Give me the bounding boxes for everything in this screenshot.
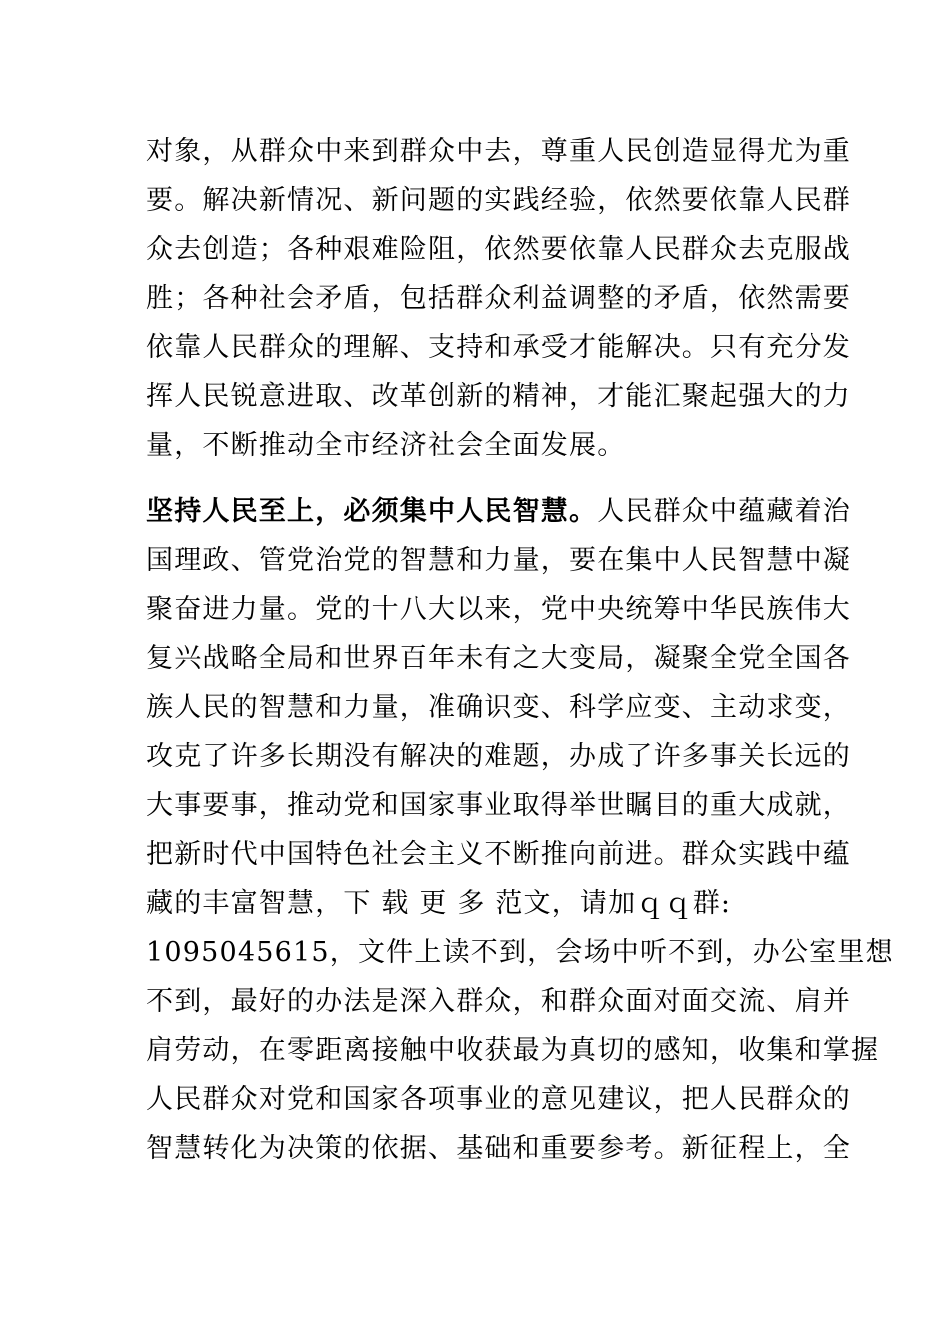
paragraph-1-line-1: 对象，从群众中来到群众中去，尊重人民创造显得尤为重 bbox=[146, 136, 851, 167]
paragraph-1-line-3: 众去创造；各种艰难险阻，依然要依靠人民群众去克服战 bbox=[146, 234, 851, 265]
paragraph-2-line-10: 1095045615，文件上读不到，会场中听不到，办公室里想 bbox=[146, 937, 894, 968]
paragraph-2-line-1 bbox=[146, 494, 851, 530]
paragraph-2-line-14: 智慧转化为决策的依据、基础和重要参考。新征程上，全 bbox=[146, 1133, 851, 1164]
paragraph-1-line-5: 依靠人民群众的理解、支持和承受才能解决。只有充分发 bbox=[146, 332, 851, 363]
paragraph-1-line-6: 挥人民锐意进取、改革创新的精神，才能汇聚起强大的力 bbox=[146, 381, 851, 412]
paragraph-2-line-4: 复兴战略全局和世界百年未有之大变局，凝聚全党全国各 bbox=[146, 643, 851, 674]
paragraph-2-line-9: 藏的丰富智慧，下 载 更 多 范文，请加ｑｑ群: bbox=[146, 888, 732, 919]
paragraph-2-line-5: 族人民的智慧和力量，准确识变、科学应变、主动求变， bbox=[146, 692, 851, 723]
paragraph-2-line-2: 国理政、管党治党的智慧和力量，要在集中人民智慧中凝 bbox=[146, 545, 851, 576]
paragraph-2-line-11: 不到，最好的办法是深入群众，和群众面对面交流、肩并 bbox=[146, 986, 851, 1017]
paragraph-2-line-8: 把新时代中国特色社会主义不断推向前进。群众实践中蕴 bbox=[146, 839, 851, 870]
paragraph-2-line-13: 人民群众对党和国家各项事业的意见建议，把人民群众的 bbox=[146, 1084, 851, 1115]
paragraph-1-line-2: 要。解决新情况、新问题的实践经验，依然要依靠人民群 bbox=[146, 185, 851, 216]
paragraph-2-line-6: 攻克了许多长期没有解决的难题，办成了许多事关长远的 bbox=[146, 741, 851, 772]
paragraph-2-line-1-text: 人民群众中蕴藏着治 bbox=[597, 496, 852, 527]
paragraph-1-line-7: 量，不断推动全市经济社会全面发展。 bbox=[146, 430, 626, 461]
paragraph-1-line-4: 胜；各种社会矛盾，包括群众利益调整的矛盾，依然需要 bbox=[146, 283, 851, 314]
paragraph-2-line-7: 大事要事，推动党和国家事业取得举世瞩目的重大成就， bbox=[146, 790, 851, 821]
paragraph-2-line-12: 肩劳动，在零距离接触中收获最为真切的感知，收集和掌握 bbox=[146, 1035, 880, 1066]
paragraph-2-line-3: 聚奋进力量。党的十八大以来，党中央统筹中华民族伟大 bbox=[146, 594, 851, 625]
paragraph-2-heading: 坚持人民至上，必须集中人民智慧。 bbox=[146, 496, 598, 527]
